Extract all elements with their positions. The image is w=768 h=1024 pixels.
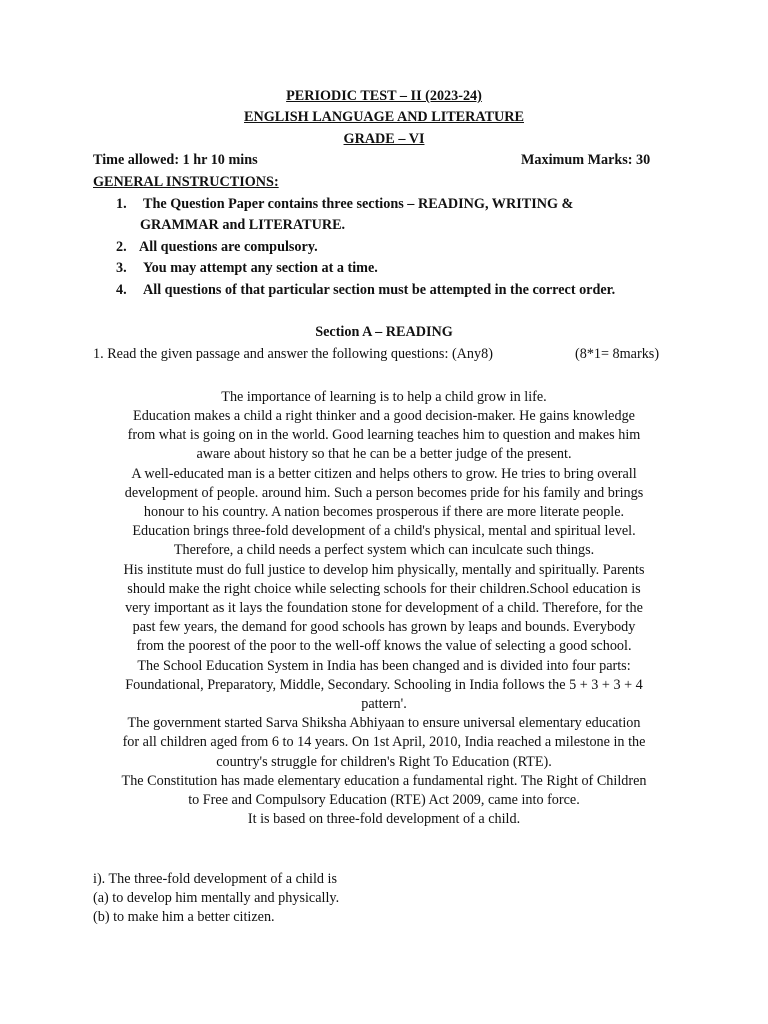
question-stem: i). The three-fold development of a child is [93,871,337,887]
instruction-text: GRAMMAR and LITERATURE. [140,217,346,233]
passage-line: past few years, the demand for good schools has grown by leaps and bounds. Everybody [132,619,636,635]
passage-line: country's struggle for children's Right To Education (RTE). [216,754,552,770]
passage-line: for all children aged from 6 to 14 years. On 1st April, 2010, India reached a milestone in the [122,734,646,750]
passage-line: Therefore, a child needs a perfect system which can inculcate such things. [173,542,595,558]
passage-line: very important as it lays the foundation stone for development of a child. Therefore, for the [125,600,643,616]
passage-line: pattern'. [361,696,407,712]
passage-line: to Free and Compulsory Education (RTE) Act 2009, came into force. [188,792,580,808]
passage-line: A well-educated man is a better citizen and helps others to grow. He tries to bring overall [131,466,637,482]
instruction-number: 4. [116,282,127,298]
grade-title: GRADE – VI [343,131,425,147]
instruction-number: 3. [116,260,127,276]
passage-line: The Constitution has made elementary education a fundamental right. The Right of Children [121,773,647,789]
maximum-marks: Maximum Marks: 30 [521,152,651,168]
instruction-text: All questions are compulsory. [139,239,318,255]
passage-line: Education makes a child a right thinker and a good decision-maker. He gains knowledge [133,408,635,424]
passage-line: Education brings three-fold development of a child's physical, mental and spiritual level. [132,523,636,539]
passage-line: The importance of learning is to help a child grow in life. [221,389,547,405]
passage-line: It is based on three-fold development of a child. [247,811,521,827]
passage-line: Foundational, Preparatory, Middle, Secondary. Schooling in India follows the 5 + 3 + 3 + 4 [125,677,643,693]
answer-option-a: (a) to develop him mentally and physically. [93,890,340,906]
time-allowed: Time allowed: 1 hr 10 mins [93,152,258,168]
instruction-number: 2. [116,239,127,255]
passage-line: from the poorest of the poor to the well-off knows the value of selecting a good school. [136,638,632,654]
passage-line: aware about history so that he can be a better judge of the present. [196,446,572,462]
answer-option-b: (b) to make him a better citizen. [93,909,275,925]
passage-line: The School Education System in India has been changed and is divided into four parts: [137,658,631,674]
instruction-text: The Question Paper contains three sections – READING, WRITING & [143,196,574,212]
passage-line: should make the right choice while selecting schools for their children.School education is [127,581,641,597]
instruction-text: You may attempt any section at a time. [143,260,378,276]
passage-line: development of people. around him. Such a person becomes pride for his family and brings [124,485,644,501]
passage-line: honour to his country. A nation becomes prosperous if there are more literate people. [143,504,625,520]
question-prompt: 1. Read the given passage and answer the following questions: (Any8) [93,346,493,362]
instruction-number: 1. [116,196,127,212]
passage-line: from what is going on in the world. Good learning teaches him to question and makes him [127,427,641,443]
passage-line: His institute must do full justice to develop him physically, mentally and spiritually. Parents [123,562,645,578]
instruction-text: All questions of that particular section must be attempted in the correct order. [143,282,616,298]
test-title: PERIODIC TEST – II (2023-24) [286,88,482,104]
general-instructions-heading: GENERAL INSTRUCTIONS: [93,174,279,190]
section-heading: Section A – READING [315,324,453,340]
subject-title: ENGLISH LANGUAGE AND LITERATURE [244,109,524,125]
question-marks: (8*1= 8marks) [575,346,660,362]
passage-line: The government started Sarva Shiksha Abhiyaan to ensure universal elementary education [127,715,641,731]
